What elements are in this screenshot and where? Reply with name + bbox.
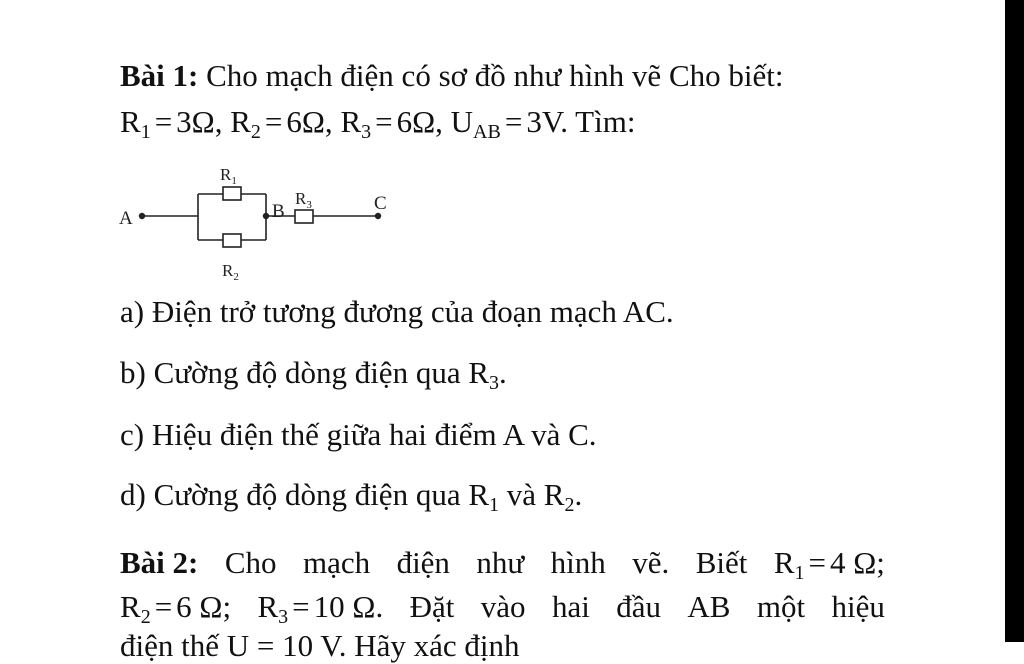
- question-d-subscript-2: 2: [564, 494, 575, 516]
- bai1-given-line: $R_1 = 3\Omega$, $R_2 = 6\Omega$, $R_3 = 6\Omega$, $U_{AB} = 3V$. Tìm:: [120, 104, 636, 143]
- r2-value: 6Ω,: [286, 104, 333, 139]
- r3-diagram-label: $R_3$: [295, 189, 312, 211]
- node-a-dot: [139, 213, 145, 219]
- node-c-label: C: [374, 193, 387, 214]
- question-b-text: b) Cường độ dòng điện qua R: [120, 355, 490, 390]
- bai1-title: Bài 1:: [120, 58, 199, 93]
- resistor-r2: [223, 234, 241, 247]
- bai2-word: vào: [480, 589, 526, 624]
- bai2-line-2: [120, 589, 885, 628]
- resistor-r1: [223, 187, 241, 200]
- node-a-label: A: [119, 208, 133, 229]
- bai2-word: một: [756, 589, 806, 624]
- resistor-r3: [295, 210, 313, 223]
- r1-subscript: 1: [140, 121, 151, 143]
- bai2-word: như: [476, 545, 525, 580]
- node-b-label: B: [272, 201, 285, 222]
- bai2-line-3-partial: điện thế U = 10 V. Hãy xác định: [120, 628, 520, 663]
- bai2-word: mạch: [302, 545, 371, 580]
- question-b-end: .: [499, 355, 507, 390]
- question-b-subscript: 3: [489, 372, 500, 394]
- bai2-word: hình: [550, 545, 606, 580]
- question-a: a) Điện trở tương đương của đoạn mạch AC.: [120, 294, 674, 329]
- question-d-mid: và R: [499, 477, 565, 512]
- question-d-text: d) Cường độ dòng điện qua R: [120, 477, 490, 512]
- uab-symbol: U: [450, 104, 474, 139]
- right-edge-bar: [1005, 0, 1024, 642]
- bai2-r2: $R_2 = 6$ Ω;: [120, 589, 232, 628]
- question-b: [120, 355, 507, 394]
- r3-subscript: 3: [361, 121, 372, 143]
- bai2-r3: $R_3 = 10$ Ω.: [257, 589, 384, 628]
- bai2-word: hiệu: [831, 589, 885, 624]
- r3-value: 6Ω,: [396, 104, 443, 139]
- r1-value: 3Ω,: [176, 104, 223, 139]
- r2-diagram-label: $R_2$: [222, 261, 239, 283]
- r1-symbol: R: [120, 104, 141, 139]
- bai2-word: AB: [687, 589, 731, 624]
- bai2-line-1: [120, 545, 885, 584]
- question-d: [120, 477, 583, 516]
- bai2-word: Biết: [695, 545, 748, 580]
- bai1-intro: Cho mạch điện có sơ đồ như hình vẽ Cho biết:: [206, 58, 784, 93]
- uab-subscript: AB: [473, 121, 501, 143]
- r3-symbol: R: [340, 104, 362, 139]
- node-b-dot: [263, 213, 269, 219]
- bai2-word: điện: [396, 545, 450, 580]
- question-d-end: .: [574, 477, 583, 512]
- r1-diagram-label: $R_1$: [220, 165, 237, 187]
- bai2-title: Bài 2:: [120, 545, 199, 580]
- r2-subscript: 2: [250, 121, 261, 143]
- bai2-word: đầu: [616, 589, 661, 624]
- bai1-intro-line: [120, 58, 783, 94]
- uab-value: 3V. Tìm:: [526, 104, 636, 139]
- bai2-word: Cho: [224, 545, 277, 580]
- bai2-word: hai: [551, 589, 590, 624]
- r2-symbol: R: [230, 104, 251, 139]
- question-d-subscript-1: 1: [489, 494, 500, 516]
- bai2-word: vẽ.: [632, 545, 670, 580]
- question-c: c) Hiệu điện thế giữa hai điểm A và C.: [120, 417, 597, 452]
- circuit-diagram: [110, 160, 410, 290]
- bai2-word: Đặt: [409, 589, 455, 624]
- bai2-r1: $R_1 = 4$ Ω;: [773, 545, 885, 584]
